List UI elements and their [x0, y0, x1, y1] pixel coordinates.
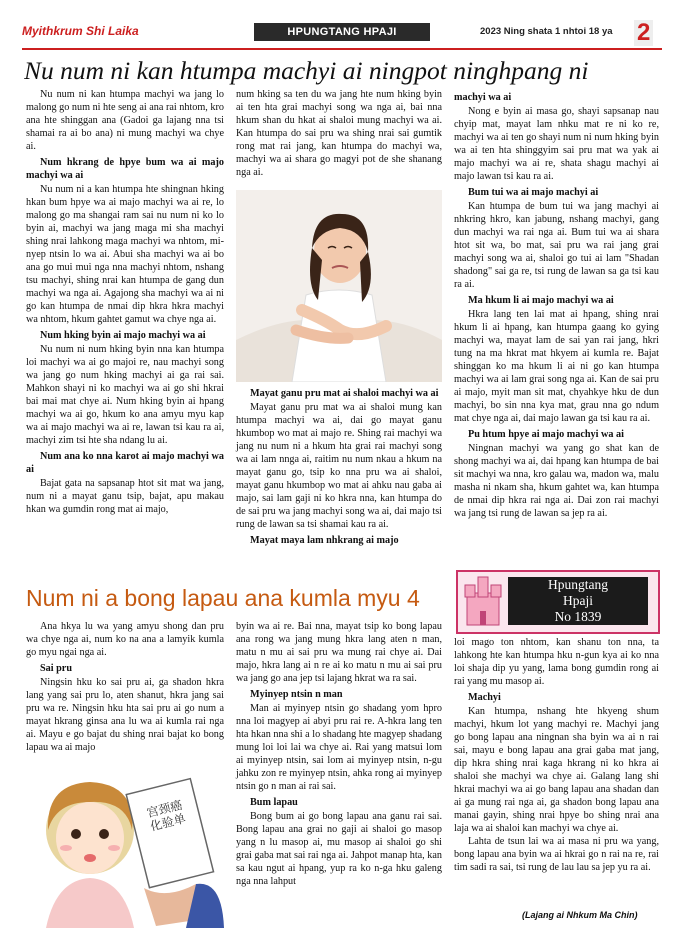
paragraph: Kan htumpa, nshang hte hkyeng shum machyi, hkum lot yang machyi re. Machyi jang go bong lapau ana ningnan sha byin wa ai n rai sai, mayu e bong lapau ana grai gaba mat jang, dip hkra shing nrai kaga hkrang ni ko hkra ai shaloi she machyi wa chye ai. Galang lang shi hkrai machyi wa ai go bang lapau ana shadan dan ai ga mung rai nga ai, ga shadon bong lapau ana manai gayin, shing nrai hpye bo shing nrai ana laja wa ai shaloi kan machyi wa chye ai. [454, 706, 659, 834]
header-rule [22, 48, 662, 50]
article1-column-3 [454, 88, 659, 520]
hpungtang-hpaji-badge [456, 570, 660, 634]
paragraph: byin wa ai re. Bai nna, mayat tsip ko bong lapau ana rong wa jang mung hkra lang aten n man, matu n mu ai sai pru wa mung rai chye ai. Dai majo, hkra lang ai n re ai ko matu n mu ai sai pru wa jang go ana jep tsi lajang hkrat wa ra sai. [236, 621, 442, 684]
paragraph: Man ai myinyep ntsin go shadang yom hpro nna loi magyep ai abyi pru rai re. A-hkra lang ten hta hkan nna shi a lo shadang hte magyep shadang mung loi loi lai wa chye ai. Rai yang matsui lom ai myinyep ntsin, sai lom ai myinyep ntsin, n-gu jahku zon re myinyep ntsin, ahka rong ai myinyep ntsin go n man ai rai sai. [236, 703, 442, 792]
badge-line-2: Hpaji [563, 593, 593, 608]
article1-column-2-bottom [236, 384, 442, 548]
subheading: Mayat maya lam nhkrang ai majo [250, 535, 399, 546]
subheading: Pu htum hpye ai majo machyi wa ai [468, 429, 624, 440]
paragraph: Nu num ni a kan htumpa hte shingnan hking hkan bum hpye wa ai majo machyi wa ai re, lo malong go ma shangai ram sai nu num ni ko lo byin ai, machyi wa jang maga mi sha machyi shing nrai lahkong maga machyi wa nhtom, mi-nyep ntsin lo wa ai. Abui sha machyi wa ai bo ana go mui mui nga nna machyi nhtom, nshang tsu machyi, shing nrai kan htumpa de gang dun machyi wa nga ai. Agajong sha machyi wa ai ni go kan htumpa de nmai dip hkra hkra machyi wa nhtom, hkum gahtet gamut wa chye nga ai. [26, 184, 224, 325]
paragraph: Ningsin hku ko sai pru ai, ga shadon hkra lang yang sai pru lo, aten shanut, hkra jang sai pru wa re. Ningsin hku hta sai pru ai go num a mayat hkrang ginsa ana lu wa ai kumla rai nga ai. Mayu e go bajat du shing nrai bajat ko bong lapau wa ai majo [26, 677, 224, 753]
issue-date: 2023 Ning shata 1 nhtoi 18 ya [480, 26, 613, 37]
paragraph: Bajat gata na sapsanap htot sit mat wa jang, num ni a mayat ganu tsip, bajat, apu makau hkan wa gumdin rong mat ai majo, [26, 478, 224, 515]
article2-title: Num ni a bong lapau ana kumla myu 4 [26, 585, 420, 611]
paragraph: Nu num ni num hking byin nna kan htumpa loi machyi wa ai go majoi re, nau machyi song wa jang go num hking machyi ai ga rai sai. Mahkon shayi ni ko machyi wa ai go shi hkrai bai mai mat chye ai. Num hking byin ai hpang machyi wa ai go, hkum ko ana amyu myu kap wa ai majo machyi wa ai re, lawan tsi kau ra ai, machyi zim tsi hte sha ndang lu ai. [26, 344, 224, 446]
subheading: machyi wa ai [454, 92, 512, 103]
article2-column-2 [236, 620, 442, 888]
sign-char-6: 单 [172, 811, 188, 828]
article1-column-2-top [236, 88, 442, 179]
section-title: HPUNGTANG HPAJI [254, 23, 430, 41]
article1-title: Nu num ni kan htumpa machyi ai ningpot ninghpang ni [24, 56, 589, 85]
sign-char-1: 宫 [145, 803, 161, 821]
subheading: Myinyep ntsin n man [250, 689, 343, 700]
paragraph: Bong bum ai go bong lapau ana ganu rai sai. Bong lapau ana grai no gaji ai shaloi go masop yang n lu masop ai, mu masop ai shaloi go shi grai gaba mat sai rai nga ai. Jahpot manap hta, kan sa kau ngut ai hpang, yup ra ko n-ga hku galeng nga nna lahput [236, 811, 442, 887]
subheading: Bum tui wa ai majo machyi ai [468, 187, 599, 198]
article2-column-3 [454, 636, 659, 874]
paragraph: Ningnan machyi wa yang go shat kan de shong machyi wa ai, dai hpang kan htumpa de bai sit machyi wa nna, kro galau wa, madon wa, malu masha ni nkam sha, hkum gahtet wa, kan htumpa de nmai dip hkra rai nga ai. Dai zon rai machyi wa jang tsi rung de lawan sa jep ra ai. [454, 443, 659, 519]
castle-icon [461, 573, 505, 629]
subheading: Machyi [468, 692, 501, 703]
sign-char-5: 验 [160, 814, 176, 831]
cartoon-woman-holding-report [26, 760, 224, 928]
paragraph: Mayat ganu pru mat wa ai shaloi mung kan htumpa machyi wa ai, dai go mayat ganu hkumbop wo mat ai majo re. Shing rai machyi wa jang nu num ni a hkum hta grai rai machyi song wa ai lam nnga ai, raitim nu num nkau a hkum na mayat ganu go, tsip ko nna pru wa ai shaloi, mayat ganu hkumbop wo mat ai ahku nau gaba ai majo, sai lam gaji ni ko hkra nna, kan htumpa do de sai pru wa jang machyi song wa ai, dai majo tsi rung de lawan sa tsi shamai kau ra ai. [236, 402, 442, 530]
woman-stomach-pain-photo [236, 190, 442, 382]
subheading: Bum lapau [250, 797, 298, 808]
paragraph: Kan htumpa de bum tui wa jang machyi ai nhkring hkro, kan jabung, nshang machyi, gang dun machyi wa rai nga ai. Bum tui wa ai shara htot sit wa, bo mat, sai pru wa rai jang grai machyi song wa ai, shaloi go tui ai lam "Shadan shadong" sai ga re, tsi rung de lawan sa ga tsi kau ra ai. [454, 201, 659, 290]
paragraph: Nu num ni kan htumpa machyi wa jang lo malong go num ni hte seng ai ana rai nhtom, kro ana hte shinggan ana (Gadoi ga lajang nna tsi shamai ra ai bo ana) ni mung machyi wa chye ai. [26, 89, 224, 152]
subheading: Mayat ganu pru mat ai shaloi machyi wa ai [250, 388, 439, 399]
badge-line-1: Hpungtang [548, 577, 608, 592]
page-header [22, 19, 662, 50]
badge-text-box [508, 577, 648, 625]
paragraph: num hking sa ten du wa jang hte num hking byin ai ten hta grai machyi song wa nga ai, bai nna hkum shan du hkat ai shaloi mung machyi wa ai. Kan htumpa do sai pru wa shing nrai sai gumtik rong mat rai jang, kan htumpa do machyi wa, machyi wa ai shara go magyi pot de she shanang nga ai. [236, 89, 442, 178]
paragraph: Nong e byin ai masa go, shayi sapsanap nau chyip mat, mayat lam nhku mat re ni ko re, machyi wa ai ten go shayi num ni num hking byin wa ai ten hta shinggyim sai pru mat wa yak ai majo machyi wa ai re, shata shagu machyi ai majo lawan tsi kau ra ai. [454, 106, 659, 182]
paragraph: Hkra lang ten lai mat ai hpang, shing nrai hkum li ai hpang, kan htumpa gaang ko gying machyi wa, mayat lam de sai yan rai jang, hkri tung na ma hkrat mat hkyem ai kumla re. Bajat shinggan ko ma hkum li ai ni go kan htumpa machyi wa ai lam grai song nga ai. Kan de sai pru ai majo, myit man sit mat, chyahkye hku de dun machyi, bo sin nna kya mat, grau nna go ndum mat chye nga ai, dai majo lawan ga tsi kau ra ai. [454, 309, 659, 424]
subheading: Ma hkum li ai majo machyi wa ai [468, 295, 614, 306]
subheading: Num hking byin ai majo machyi wa ai [40, 330, 206, 341]
subheading: Sai pru [40, 663, 72, 674]
page-number: 2 [634, 20, 653, 46]
subheading: Num ana ko nna karot ai majo machyi wa ai [26, 451, 224, 475]
badge-line-3: No 1839 [554, 609, 602, 624]
paragraph: Lahta de tsun lai wa ai masa ni pru wa yang, bong lapau ana byin wa ai hkrai go n rai na re, rai tim sadi ra sai, tsi rung de lau lau sa jep yu ra ai. [454, 836, 659, 873]
paragraph: Ana hkya lu wa yang amyu shong dan pru wa chye nga ai, num ko na ana a lamyik kumla go myu ngai nga ai. [26, 621, 224, 658]
author-credit: (Lajang ai Nhkum Ma Chin) [522, 910, 638, 920]
article2-column-1 [26, 620, 224, 754]
article1-column-1 [26, 88, 224, 516]
paragraph: loi mago ton nhtom, kan shanu ton nna, ta lahkong hte kan htumpa hku n-gun kya ai ko nna loi shaja dip yu yang, lama bong gumdin rong ai rai yang mu masop ai. [454, 637, 659, 687]
sign-char-4: 化 [148, 817, 164, 834]
sign-char-3: 癌 [168, 797, 184, 815]
subheading: Num hkrang de hpye bum wa ai majo machyi wa ai [26, 157, 224, 181]
sign-char-2: 颈 [157, 800, 173, 818]
publication-name: Myithkrum Shi Laika [22, 24, 139, 38]
